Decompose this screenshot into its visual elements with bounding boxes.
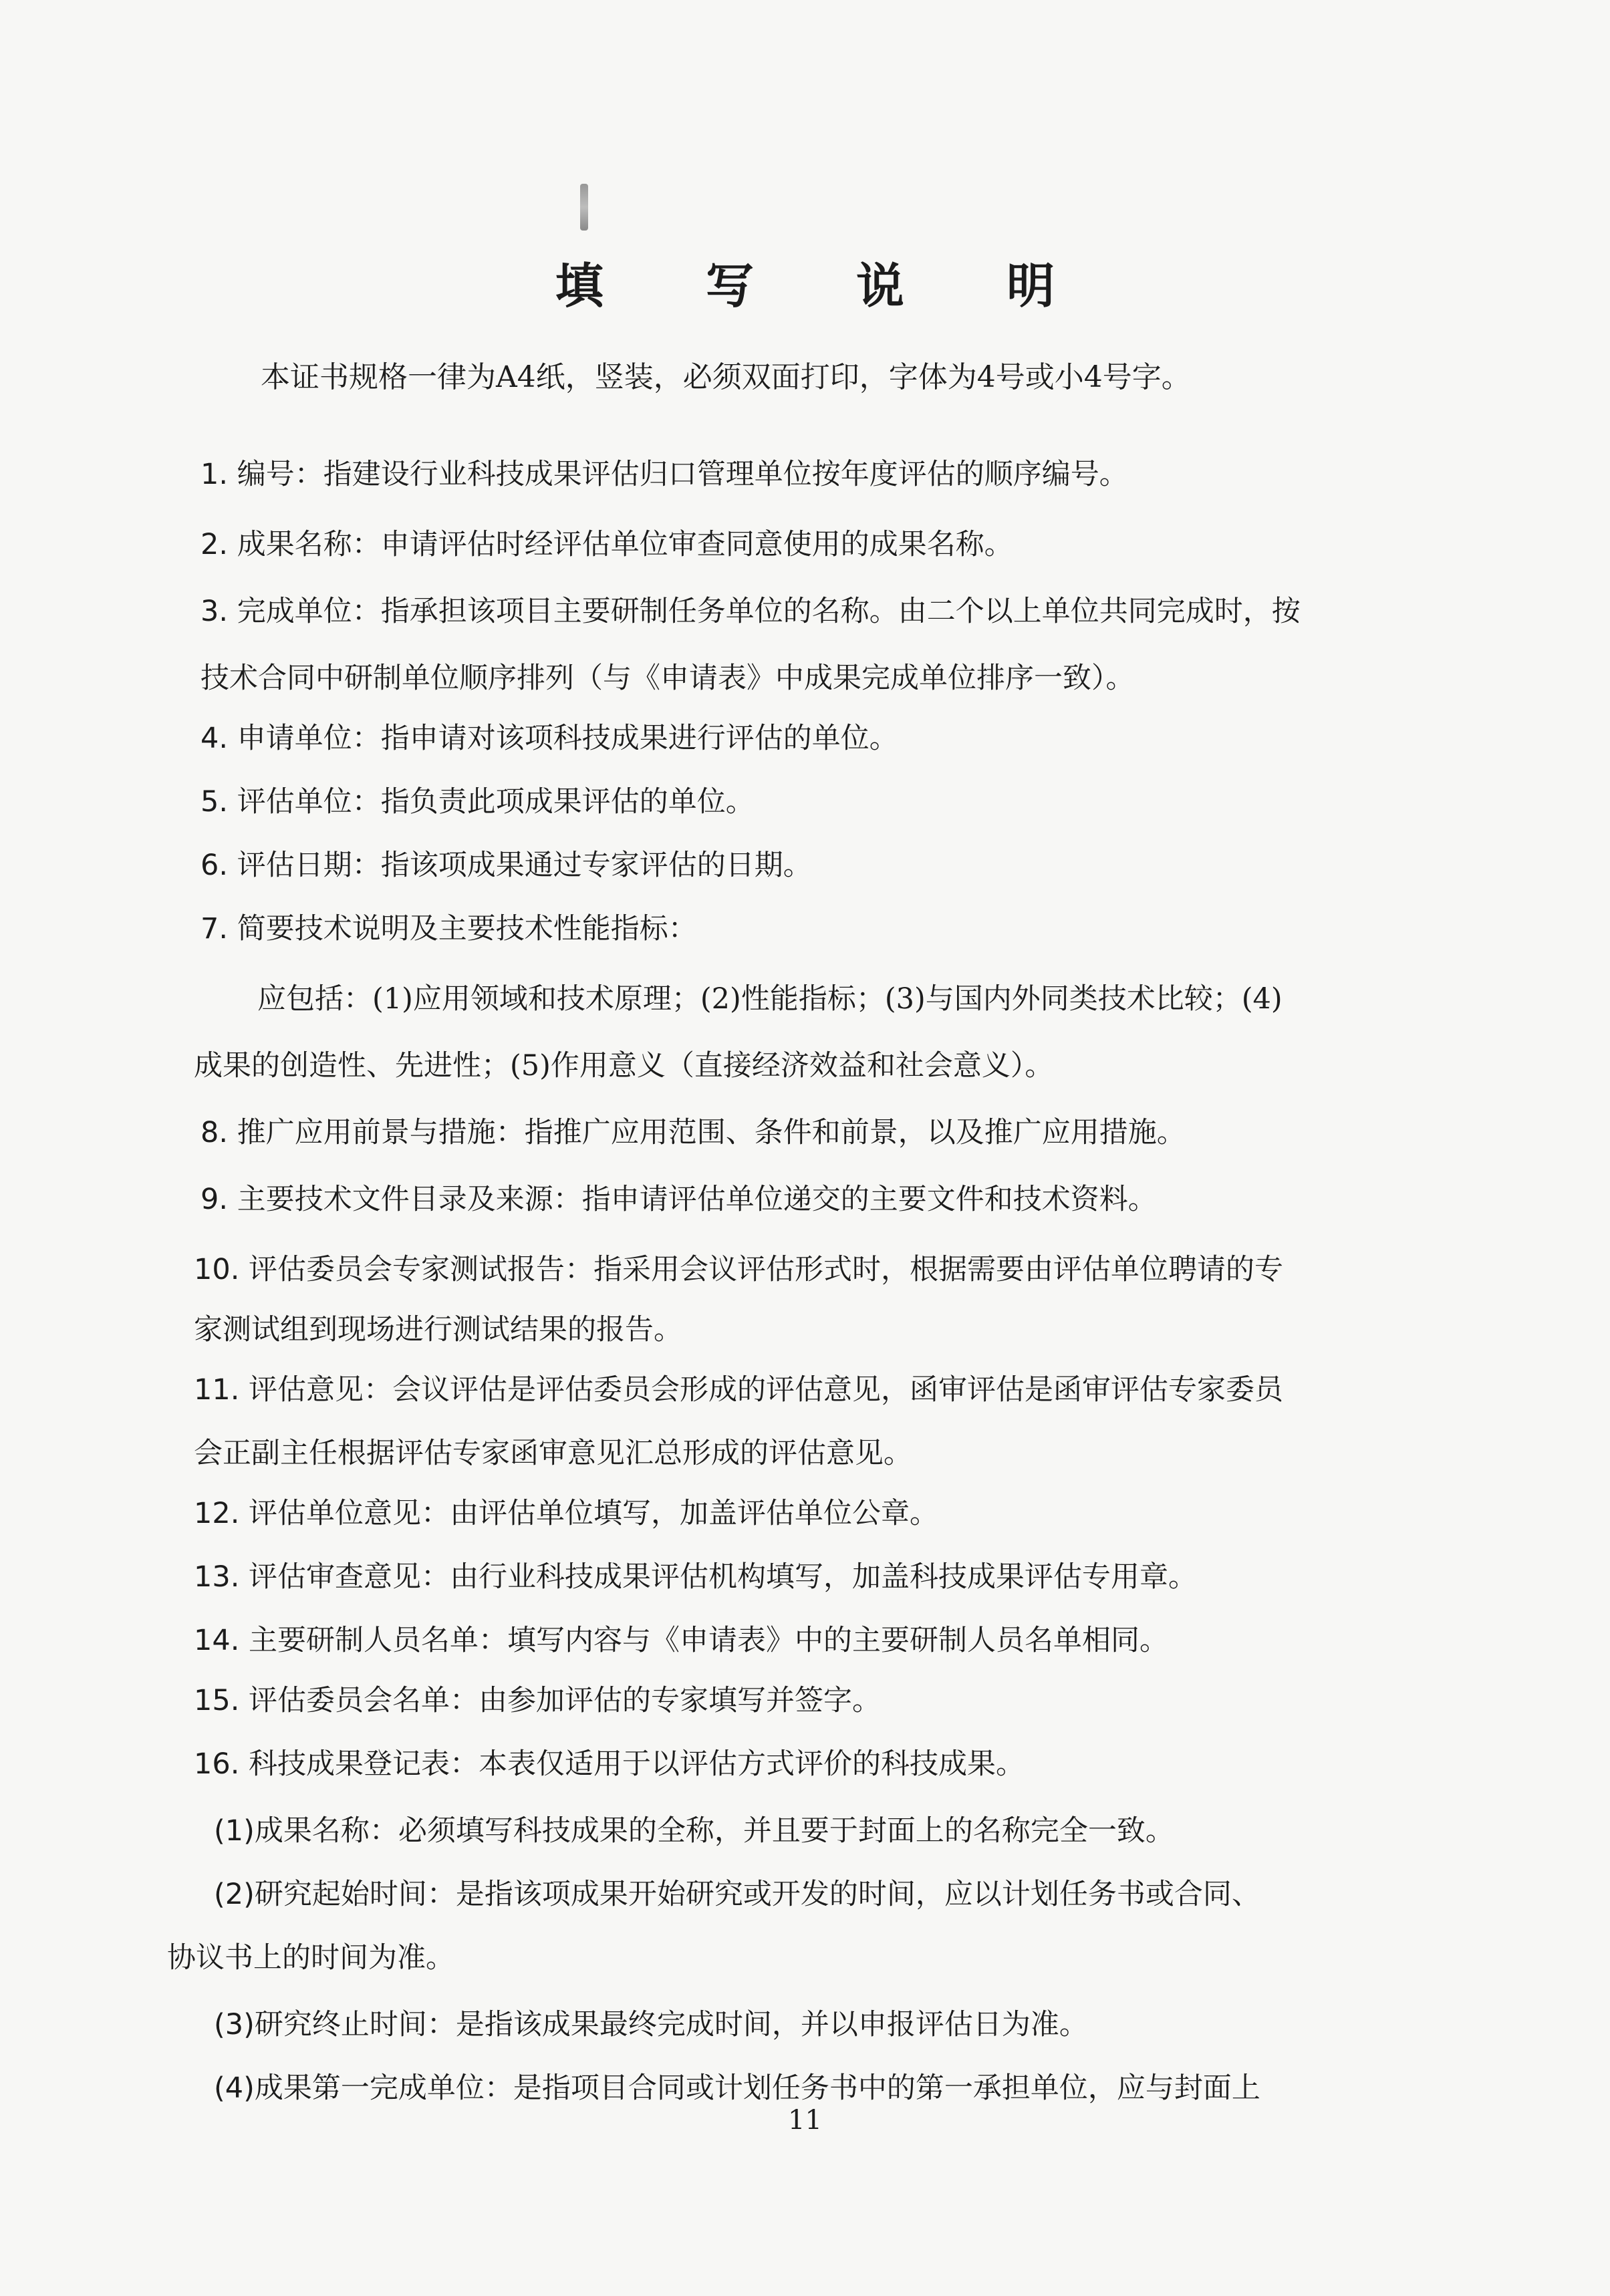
instruction-line xyxy=(194,1250,1283,1290)
instruction-text: 由参加评估的专家填写并签字。 xyxy=(479,1684,882,1717)
instruction-text: 指申请评估单位递交的主要文件和技术资料。 xyxy=(581,1183,1157,1216)
scan-mark xyxy=(580,184,588,231)
instruction-text: 申请评估时经评估单位审查同意使用的成果名称。 xyxy=(380,528,1013,561)
instruction-key: (4)成果第一完成单位： xyxy=(214,2071,513,2105)
instruction-line xyxy=(257,979,1283,1019)
instruction-line xyxy=(194,1433,912,1473)
instruction-text: 会正副主任根据评估专家函审意见汇总形成的评估意见。 xyxy=(194,1437,912,1470)
instruction-line xyxy=(200,718,898,758)
instruction-text: 填写内容与《申请表》中的主要研制人员名单相同。 xyxy=(507,1624,1169,1657)
page-title: 填 写 说 明 xyxy=(555,257,1098,314)
instruction-text: 指该项成果通过专家评估的日期。 xyxy=(380,849,812,882)
instruction-text: 会议评估是评估委员会形成的评估意见，函审评估是函审评估专家委员 xyxy=(392,1373,1284,1407)
instruction-line xyxy=(214,1874,1260,1914)
instruction-text: 指推广应用范围、条件和前景，以及推广应用措施。 xyxy=(524,1116,1186,1149)
instruction-text: 必须填写科技成果的全称，并且要于封面上的名称完全一致。 xyxy=(398,1814,1174,1848)
instruction-line xyxy=(200,782,755,822)
instruction-text: 应包括：(1)应用领域和技术原理；(2)性能指标；(3)与国内外同类技术比较；(4) xyxy=(257,982,1283,1016)
instruction-line xyxy=(167,1938,454,1978)
instruction-key: 8. 推广应用前景与措施： xyxy=(200,1116,525,1149)
instruction-line xyxy=(194,1310,682,1350)
instruction-line xyxy=(214,2068,1260,2108)
instruction-line xyxy=(200,845,812,885)
instruction-text: 由评估单位填写，加盖评估单位公章。 xyxy=(450,1497,939,1530)
instruction-key: 11. 评估意见： xyxy=(194,1373,393,1407)
instruction-line xyxy=(194,1681,881,1721)
instruction-text: 成果的创造性、先进性；(5)作用意义（直接经济效益和社会意义）。 xyxy=(194,1049,1054,1083)
instruction-line xyxy=(194,1370,1283,1410)
instruction-text: 家测试组到现场进行测试结果的报告。 xyxy=(194,1313,682,1346)
instruction-key: 7. 简要技术说明及主要技术性能指标： xyxy=(200,912,697,946)
instruction-key: 3. 完成单位： xyxy=(200,595,381,628)
instruction-line xyxy=(200,1113,1186,1153)
instruction-text: 是指项目合同或计划任务书中的第一承担单位，应与封面上 xyxy=(513,2071,1260,2105)
instruction-key: (1)成果名称： xyxy=(214,1814,398,1848)
instruction-text: 指负责此项成果评估的单位。 xyxy=(380,785,755,819)
instruction-text: 技术合同中研制单位顺序排列（与《申请表》中成果完成单位排序一致）。 xyxy=(200,662,1135,695)
instruction-key: 6. 评估日期： xyxy=(200,849,381,882)
instruction-key: 13. 评估审查意见： xyxy=(194,1560,450,1594)
instruction-key: (3)研究终止时间： xyxy=(214,2008,456,2041)
instruction-line xyxy=(194,1744,1025,1784)
instruction-text: 指承担该项目主要研制任务单位的名称。由二个以上单位共同完成时，按 xyxy=(380,595,1301,628)
instruction-key: 15. 评估委员会名单： xyxy=(194,1684,479,1717)
instruction-text: 由行业科技成果评估机构填写，加盖科技成果评估专用章。 xyxy=(450,1560,1198,1594)
instruction-text: 本表仅适用于以评估方式评价的科技成果。 xyxy=(479,1747,1025,1781)
instruction-line xyxy=(200,454,1128,494)
instruction-line xyxy=(200,909,697,949)
instruction-line xyxy=(200,1179,1157,1219)
page-number: 11 xyxy=(788,2105,822,2136)
instruction-key: 9. 主要技术文件目录及来源： xyxy=(200,1183,582,1216)
instruction-line xyxy=(214,1811,1174,1851)
instruction-line xyxy=(214,2005,1088,2045)
instruction-key: 10. 评估委员会专家测试报告： xyxy=(194,1253,594,1286)
instruction-line xyxy=(194,1620,1168,1661)
instruction-text: 是指该成果最终完成时间，并以申报评估日为准。 xyxy=(455,2008,1088,2041)
instruction-text: 是指该项成果开始研究或开发的时间，应以计划任务书或合同、 xyxy=(455,1878,1260,1911)
instruction-line xyxy=(194,1493,938,1534)
instruction-text: 指申请对该项科技成果进行评估的单位。 xyxy=(380,722,898,755)
instruction-line xyxy=(200,658,1135,698)
instruction-key: 1. 编号： xyxy=(200,458,323,491)
instruction-text: 指采用会议评估形式时，根据需要由评估单位聘请的专 xyxy=(593,1253,1284,1286)
instruction-line xyxy=(194,1046,1053,1086)
instruction-key: 2. 成果名称： xyxy=(200,528,381,561)
instruction-key: 16. 科技成果登记表： xyxy=(194,1747,479,1781)
instruction-key: 4. 申请单位： xyxy=(200,722,381,755)
instruction-text: 协议书上的时间为准。 xyxy=(167,1941,454,1975)
instruction-line xyxy=(194,1557,1197,1597)
instruction-text: 指建设行业科技成果评估归口管理单位按年度评估的顺序编号。 xyxy=(323,458,1128,491)
instruction-key: (2)研究起始时间： xyxy=(214,1878,456,1911)
instruction-key: 5. 评估单位： xyxy=(200,785,381,819)
instruction-key: 12. 评估单位意见： xyxy=(194,1497,450,1530)
instruction-key: 14. 主要研制人员名单： xyxy=(194,1624,508,1657)
instruction-line xyxy=(200,525,1013,565)
instruction-line xyxy=(200,591,1301,631)
intro-paragraph: 本证书规格一律为A4纸，竖装，必须双面打印，字体为4号或小4号字。 xyxy=(261,360,1191,394)
